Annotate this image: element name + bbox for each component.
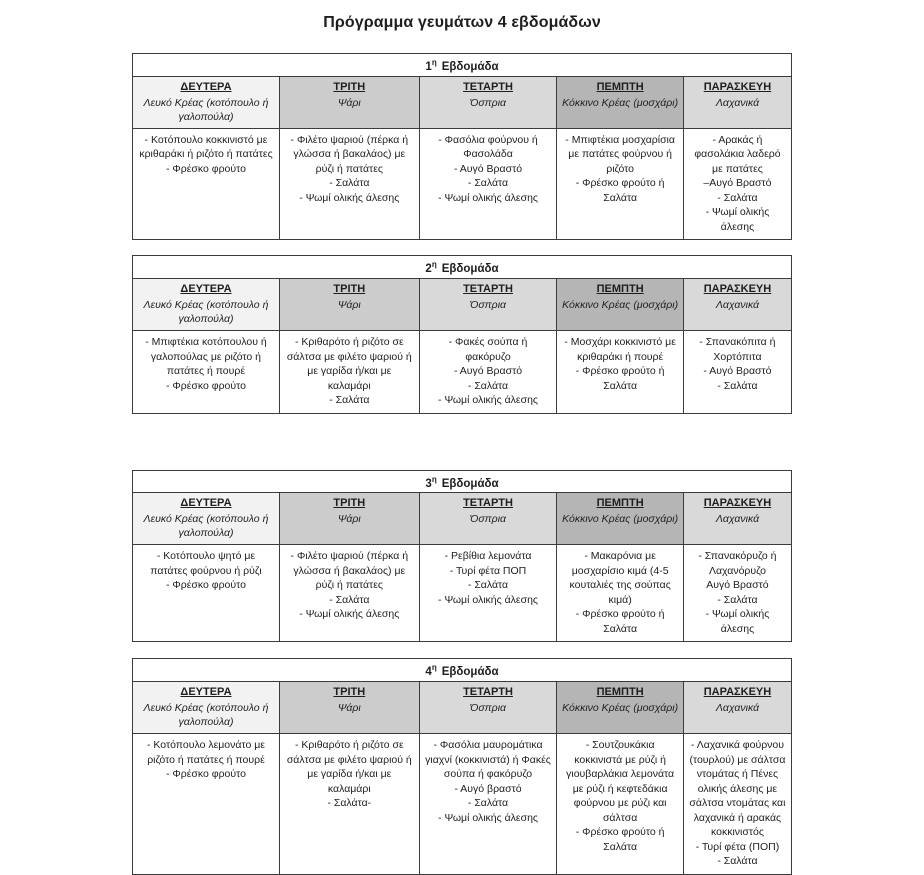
day-name: ΤΡΙΤΗ bbox=[333, 283, 366, 296]
week-number: 2 bbox=[425, 263, 432, 276]
day-header-cell-4 bbox=[557, 76, 684, 128]
menu-cell-week4-day4 bbox=[557, 734, 684, 875]
day-header-row bbox=[133, 493, 792, 545]
day-subtitle: Όσπρια bbox=[469, 513, 507, 526]
menu-item: - Φρέσκο φρούτο ή Σαλάτα bbox=[575, 826, 665, 853]
day-subtitle: Όσπρια bbox=[469, 299, 507, 312]
menu-cell-week2-day2 bbox=[279, 331, 419, 414]
menu-cell-week2-day1 bbox=[133, 331, 280, 414]
menu-item: - Ψωμί ολικής άλεσης bbox=[438, 811, 538, 824]
menu-cell-week1-day4 bbox=[557, 128, 684, 240]
menu-cell-week3-day4 bbox=[557, 545, 684, 642]
day-name: ΠΑΡΑΣΚΕΥΗ bbox=[703, 283, 772, 296]
day-name: ΤΡΙΤΗ bbox=[333, 686, 366, 699]
menu-item: - Αυγό Βραστό bbox=[453, 365, 523, 378]
day-subtitle: Ψάρι bbox=[337, 96, 361, 109]
week-ordinal-suffix: η bbox=[431, 663, 437, 673]
week-1-table bbox=[132, 53, 792, 240]
day-name: ΔΕΥΤΕΡΑ bbox=[180, 497, 232, 510]
day-header-cell-2 bbox=[279, 682, 419, 734]
menu-item: - Σπανακόπιτα ή Χορτόπιτα bbox=[699, 336, 776, 363]
day-header-row bbox=[133, 682, 792, 734]
day-header-cell-1 bbox=[133, 493, 280, 545]
menu-item: - Αρακάς ή φασολάκια λαδερό με πατάτες bbox=[694, 133, 781, 175]
week-number: 1 bbox=[425, 60, 432, 73]
day-header-cell-3 bbox=[419, 76, 557, 128]
week-band-row bbox=[133, 470, 792, 493]
meal-plan-document bbox=[132, 14, 792, 875]
week-band-cell bbox=[133, 54, 792, 77]
menu-item: - Σπανακόρυζο ή Λαχανόρυζο bbox=[698, 550, 777, 577]
menu-item: - Αυγό βραστό bbox=[454, 782, 522, 795]
week-number: 4 bbox=[425, 666, 432, 679]
week-band-row bbox=[133, 54, 792, 77]
day-header-cell-4 bbox=[557, 682, 684, 734]
week-word: Εβδομάδα bbox=[441, 60, 499, 73]
page-title: Πρόγραμμα γευμάτων 4 εβδομάδων bbox=[323, 14, 601, 31]
day-subtitle: Ψάρι bbox=[337, 702, 361, 715]
week-number: 3 bbox=[425, 477, 432, 490]
day-name: ΠΕΜΠΤΗ bbox=[596, 686, 644, 699]
menu-item: - Λαχανικά φούρνου (τουρλού) με σάλτσα ντομάτας ή Πένες ολικής άλεσης με σάλτσα ντομάτας και λαχανικά ή αρακάς κοκκινιστός bbox=[689, 739, 786, 839]
day-name: ΠΑΡΑΣΚΕΥΗ bbox=[703, 80, 772, 93]
menu-item: - Ρεβίθια λεμονάτα bbox=[444, 550, 532, 563]
menu-item: - Σαλάτα bbox=[717, 593, 758, 606]
day-name: ΠΕΜΠΤΗ bbox=[596, 497, 644, 510]
week-band-row bbox=[133, 659, 792, 682]
menu-row bbox=[133, 545, 792, 642]
menu-item: - Κριθαρότο ή ριζότο σε σάλτσα με φιλέτο ψαριού ή με γαρίδα ή/και με καλαμάρι bbox=[286, 739, 412, 795]
day-header-row bbox=[133, 76, 792, 128]
day-name: ΤΕΤΑΡΤΗ bbox=[463, 80, 513, 93]
menu-item: - Σαλάτα bbox=[717, 191, 758, 204]
day-header-cell-2 bbox=[279, 279, 419, 331]
week-band-row bbox=[133, 256, 792, 279]
menu-item: - Φασόλια φούρνου ή Φασολάδα bbox=[438, 133, 538, 161]
menu-item: - Ψωμί ολικής άλεσης bbox=[438, 191, 538, 204]
day-name: ΔΕΥΤΕΡΑ bbox=[180, 80, 232, 93]
day-header-cell-2 bbox=[279, 76, 419, 128]
week-word: Εβδομάδα bbox=[441, 477, 499, 490]
week-word: Εβδομάδα bbox=[441, 666, 499, 679]
menu-item: - Σαλάτα bbox=[717, 855, 758, 868]
menu-cell-week3-day5 bbox=[683, 545, 791, 642]
day-header-cell-4 bbox=[557, 279, 684, 331]
menu-item: - Κοτόπουλο κοκκινιστό με κριθαράκι ή ριζότο ή πατάτες bbox=[139, 133, 273, 161]
menu-item: - Φιλέτο ψαριού (πέρκα ή γλώσσα ή βακαλάος) με ρύζι ή πατάτες bbox=[290, 550, 409, 592]
menu-item: - Κριθαρότο ή ριζότο σε σάλτσα με φιλέτο ψαριού ή με γαρίδα ή/και με καλαμάρι bbox=[286, 336, 412, 392]
menu-item: - Σαλάτα bbox=[717, 379, 758, 392]
day-subtitle: Λαχανικά bbox=[715, 513, 760, 526]
menu-cell-week3-day3 bbox=[419, 545, 557, 642]
menu-row bbox=[133, 734, 792, 875]
menu-item: - Μοσχάρι κοκκινιστό με κριθαράκι ή πουρέ bbox=[564, 336, 676, 363]
day-name: ΤΕΤΑΡΤΗ bbox=[463, 283, 513, 296]
menu-item: - Ψωμί ολικής άλεσης bbox=[705, 206, 770, 233]
menu-cell-week1-day2 bbox=[279, 128, 419, 240]
week-4-block bbox=[132, 658, 792, 874]
day-name: ΔΕΥΤΕΡΑ bbox=[180, 283, 232, 296]
day-header-cell-5 bbox=[683, 682, 791, 734]
menu-item: - Σαλάτα bbox=[329, 593, 370, 606]
day-subtitle: Λαχανικά bbox=[715, 96, 760, 109]
week-band-cell bbox=[133, 470, 792, 493]
menu-cell-week4-day1 bbox=[133, 734, 280, 875]
menu-cell-week4-day5 bbox=[683, 734, 791, 875]
day-name: ΔΕΥΤΕΡΑ bbox=[180, 686, 232, 699]
week-1-block bbox=[132, 53, 792, 240]
day-header-cell-3 bbox=[419, 279, 557, 331]
menu-item: - Φρέσκο φρούτο bbox=[165, 379, 246, 392]
menu-item: - Φιλέτο ψαριού (πέρκα ή γλώσσα ή βακαλάος) με ρύζι ή πατάτες bbox=[290, 133, 409, 175]
menu-item: - Ψωμί ολικής άλεσης bbox=[438, 394, 538, 407]
day-header-cell-5 bbox=[683, 493, 791, 545]
menu-item: - Σαλάτα- bbox=[327, 797, 372, 810]
menu-item: - Κοτόπουλο λεμονάτο με ριζότο ή πατάτες ή πουρέ bbox=[146, 739, 265, 766]
day-name: ΤΡΙΤΗ bbox=[333, 497, 366, 510]
menu-item: - Ψωμί ολικής άλεσης bbox=[299, 608, 400, 621]
menu-item: - Μπιφτέκια μοσχαρίσια με πατάτες φούρνου ή ριζότο bbox=[565, 133, 675, 175]
menu-item: - Φασόλια μαυρομάτικα γιαχνί (κοκκινιστά) ή Φακές σούπα ή φακόρυζο bbox=[425, 739, 551, 781]
menu-cell-week2-day5 bbox=[683, 331, 791, 414]
menu-item: - Τυρί φέτα ΠΟΠ bbox=[449, 564, 527, 577]
day-name: ΠΑΡΑΣΚΕΥΗ bbox=[703, 686, 772, 699]
day-header-cell-1 bbox=[133, 76, 280, 128]
menu-item: - Φρέσκο φρούτο ή Σαλάτα bbox=[575, 177, 665, 204]
day-subtitle: Κόκκινο Κρέας (μοσχάρι) bbox=[562, 96, 679, 109]
menu-item: - Φακές σούπα ή φακόρυζο bbox=[448, 336, 528, 363]
menu-row bbox=[133, 128, 792, 240]
day-subtitle: Λαχανικά bbox=[715, 702, 760, 715]
day-subtitle: Όσπρια bbox=[469, 702, 507, 715]
menu-cell-week3-day2 bbox=[279, 545, 419, 642]
day-header-cell-2 bbox=[279, 493, 419, 545]
day-subtitle: Λευκό Κρέας (κοτόπουλο ή γαλοπούλα) bbox=[143, 299, 269, 326]
menu-item: - Φρέσκο φρούτο bbox=[165, 162, 246, 175]
menu-item: - Αυγό Βραστό bbox=[453, 162, 523, 175]
day-header-cell-5 bbox=[683, 76, 791, 128]
week-ordinal-suffix: η bbox=[431, 474, 437, 484]
menu-item: - Σαλάτα bbox=[467, 797, 509, 810]
week-band-cell bbox=[133, 659, 792, 682]
menu-item: - Σουτζουκάκια κοκκινιστά με ρύζι ή γιουβαρλάκια λεμονάτα με ρύζι ή κεφτεδάκια φούρνου με ρύζι και σάλτσα bbox=[566, 739, 675, 824]
menu-item: - Φρέσκο φρούτο bbox=[165, 579, 246, 592]
menu-item: - Σαλάτα bbox=[329, 394, 370, 407]
day-name: ΤΕΤΑΡΤΗ bbox=[463, 686, 513, 699]
week-3-block bbox=[132, 470, 792, 643]
menu-item: –Αυγό Βραστό bbox=[703, 177, 772, 190]
menu-item: - Σαλάτα bbox=[329, 177, 370, 190]
menu-item: - Ψωμί ολικής άλεσης bbox=[299, 191, 400, 204]
day-subtitle: Κόκκινο Κρέας (μοσχάρι) bbox=[562, 299, 679, 312]
day-name: ΠΕΜΠΤΗ bbox=[596, 80, 644, 93]
menu-cell-week2-day3 bbox=[419, 331, 557, 414]
week-4-table bbox=[132, 658, 792, 874]
day-header-cell-1 bbox=[133, 682, 280, 734]
menu-cell-week1-day1 bbox=[133, 128, 280, 240]
day-subtitle: Κόκκινο Κρέας (μοσχάρι) bbox=[562, 513, 679, 526]
day-header-row bbox=[133, 279, 792, 331]
menu-item: - Ψωμί ολικής άλεσης bbox=[438, 593, 538, 606]
menu-item: - Μακαρόνια με μοσχαρίσιο κιμά (4-5 κουταλιές της σούπας κιμά) bbox=[569, 550, 671, 606]
week-band-cell bbox=[133, 256, 792, 279]
day-subtitle: Ψάρι bbox=[337, 299, 361, 312]
menu-cell-week1-day3 bbox=[419, 128, 557, 240]
menu-item: - Σαλάτα bbox=[467, 579, 509, 592]
day-name: ΤΡΙΤΗ bbox=[333, 80, 366, 93]
day-subtitle: Ψάρι bbox=[337, 513, 361, 526]
menu-item: - Φρέσκο φρούτο bbox=[165, 768, 246, 781]
menu-item: - Φρέσκο φρούτο ή Σαλάτα bbox=[575, 608, 665, 635]
week-2-table bbox=[132, 255, 792, 413]
menu-item: - Κοτόπουλο ψητό με πατάτες φούρνου ή ρύζι bbox=[150, 550, 262, 577]
day-name: ΤΕΤΑΡΤΗ bbox=[463, 497, 513, 510]
menu-item: - Αυγό Βραστό bbox=[703, 365, 772, 378]
menu-item: - Σαλάτα bbox=[467, 379, 509, 392]
week-2-block bbox=[132, 255, 792, 413]
menu-row bbox=[133, 331, 792, 414]
day-header-cell-5 bbox=[683, 279, 791, 331]
day-header-cell-3 bbox=[419, 493, 557, 545]
menu-cell-week1-day5 bbox=[683, 128, 791, 240]
menu-cell-week2-day4 bbox=[557, 331, 684, 414]
day-name: ΠΕΜΠΤΗ bbox=[596, 283, 644, 296]
day-name: ΠΑΡΑΣΚΕΥΗ bbox=[703, 497, 772, 510]
day-subtitle: Όσπρια bbox=[469, 96, 507, 109]
week-ordinal-suffix: η bbox=[431, 260, 437, 270]
weeks-container bbox=[132, 53, 792, 875]
menu-cell-week4-day3 bbox=[419, 734, 557, 875]
day-header-cell-3 bbox=[419, 682, 557, 734]
day-subtitle: Λευκό Κρέας (κοτόπουλο ή γαλοπούλα) bbox=[143, 513, 269, 540]
day-subtitle: Λαχανικά bbox=[715, 299, 760, 312]
menu-cell-week3-day1 bbox=[133, 545, 280, 642]
menu-item: Αυγό Βραστό bbox=[706, 579, 769, 592]
week-3-table bbox=[132, 470, 792, 643]
menu-item: - Σαλάτα bbox=[467, 177, 509, 190]
menu-item: - Τυρί φέτα (ΠΟΠ) bbox=[695, 840, 780, 853]
menu-item: - Ψωμί ολικής άλεσης bbox=[705, 608, 770, 635]
week-ordinal-suffix: η bbox=[431, 58, 437, 67]
day-header-cell-1 bbox=[133, 279, 280, 331]
day-subtitle: Λευκό Κρέας (κοτόπουλο ή γαλοπούλα) bbox=[143, 96, 269, 123]
menu-item: - Μπιφτέκια κοτόπουλου ή γαλοπούλας με ριζότο ή πατάτες ή πουρέ bbox=[145, 336, 267, 378]
week-word: Εβδομάδα bbox=[441, 263, 499, 276]
day-subtitle: Λευκό Κρέας (κοτόπουλο ή γαλοπούλα) bbox=[143, 702, 269, 729]
menu-item: - Φρέσκο φρούτο ή Σαλάτα bbox=[575, 365, 665, 392]
day-subtitle: Κόκκινο Κρέας (μοσχάρι) bbox=[562, 702, 679, 715]
day-header-cell-4 bbox=[557, 493, 684, 545]
menu-cell-week4-day2 bbox=[279, 734, 419, 875]
